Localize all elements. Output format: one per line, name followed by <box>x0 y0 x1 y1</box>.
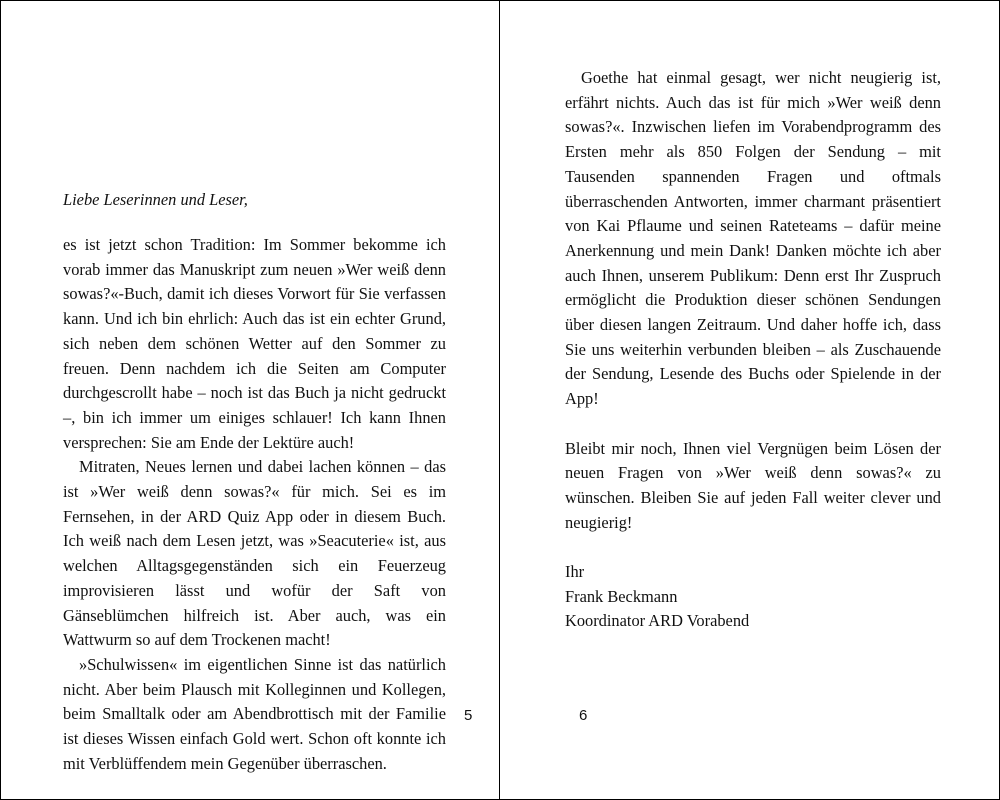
right-page <box>565 1 941 799</box>
right-page-body <box>565 66 941 634</box>
paragraph-mitraten: Mitraten, Neues lernen und dabei lachen können – das ist »Wer weiß denn sowas?« für mich. Sei es im Fernsehen, in der ARD Quiz App oder in diesem Buch. Ich weiß nach dem Lesen jetzt, was »Seacuterie« ist, aus welchen Alltagsgegenständen sich ein Feuerzeug improvisieren lässt und wofür der Saft von Gänseblümchen hilfreich ist. Aber auch, was ein Wattwurm so auf dem Trockenen macht! <box>63 457 446 650</box>
salutation: Liebe Leserinnen und Leser, <box>63 190 248 209</box>
paragraph-spacer <box>565 535 941 560</box>
signature-closing: Ihr <box>565 562 585 582</box>
gutter-divider <box>499 1 500 799</box>
paragraph-intro: es ist jetzt schon Tradition: Im Sommer bekomme ich vorab immer das Manuskript zum neuen »Wer weiß denn sowas?«-Buch, damit ich dieses Vorwort für Sie verfassen kann. Und ich bin ehrlich: Auch das ist ein echter Grund, sich neben dem schönen Wetter auf den Sommer zu freuen. Denn nachdem ich die Seiten am Computer durchgescrollt habe – noch ist das Buch ja nicht gedruckt –, bin ich immer um einiges schlauer! Ich kann Ihnen versprechen: Sie am Ende der Lektüre auch! <box>63 235 446 452</box>
paragraph-goethe: Goethe hat einmal gesagt, wer nicht neugierig ist, erfährt nichts. Auch das ist für mich »Wer weiß denn sowas?«. Inzwischen liefen im Vorabendprogramm des Ersten mehr als 850 Folgen der Sendung – mit Tausenden spannenden Fragen und oftmals überraschenden Antworten, immer charmant präsentiert von Kai Pflaume und seinen Rateteams – dafür meine Anerkennung und mein Dank! Danken möchte ich aber auch Ihnen, unserem Publikum: Denn erst Ihr Zuspruch ermöglicht die Produktion dieser schönen Sendungen über diesen langen Zeitraum. Und daher hoffe ich, dass Sie uns weiterhin verbunden bleiben – als Zuschauende der Sendung, Lesende des Buchs oder Spielende in der App! <box>565 68 941 409</box>
paragraph-spacer <box>565 412 941 437</box>
signature-name: Frank Beckmann <box>565 586 678 606</box>
signature-title: Koordinator ARD Vorabend <box>565 611 750 631</box>
left-page <box>63 1 473 799</box>
page-number-left: 5 <box>464 707 473 724</box>
signature-block <box>565 560 941 634</box>
left-page-body <box>63 233 446 776</box>
paragraph-closing-wish: Bleibt mir noch, Ihnen viel Vergnügen beim Lösen der neuen Fragen von »Wer weiß denn sowas?« zu wünschen. Bleiben Sie auf jeden Fall weiter clever und neugierig! <box>565 438 941 532</box>
paragraph-schulwissen: »Schulwissen« im eigentlichen Sinne ist das natürlich nicht. Aber beim Plausch mit Kolleginnen und Kollegen, beim Smalltalk oder am Abendbrottisch mit der Familie ist dieses Wissen einfach Gold wert. Schon oft konnte ich mit Verblüffendem mein Gegenüber überraschen. <box>63 654 446 773</box>
page-number-right: 6 <box>579 707 588 724</box>
